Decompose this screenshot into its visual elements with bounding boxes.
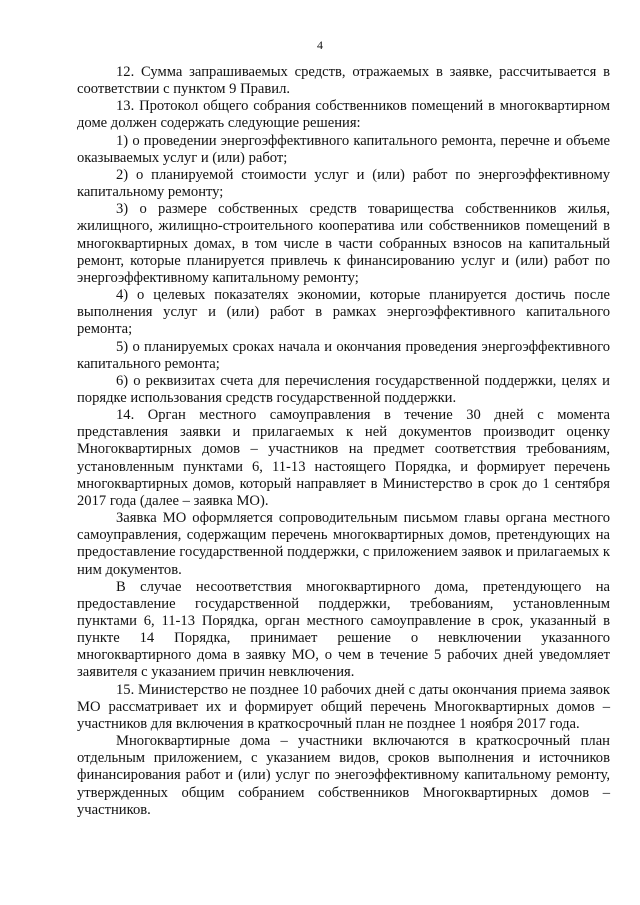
paragraph-14-nonconformity: В случае несоответствия многоквартирного дома, претендующего на предоставление государственной поддержки, требованиям, установленным пунктами 6, 11-13 Порядка, орган местного самоуправление в срок, указанный в пункте 14 Порядка, принимает решение о невключении указанного многоквартирного дома в заявку МО, о чем в течение 5 рабочих дней уведомляет заявителя с указанием причин невключения. bbox=[77, 578, 610, 681]
paragraph-13-item-2: 2) о планируемой стоимости услуг и (или) работ по энергоэффективному капитальному ремонту; bbox=[77, 166, 610, 201]
paragraph-13-item-6: 6) о реквизитах счета для перечисления государственной поддержки, целях и порядке использования средств государственной поддержки. bbox=[77, 372, 610, 406]
paragraph-13: 13. Протокол общего собрания собственников помещений в многоквартирном доме должен содержать следующие решения: bbox=[77, 98, 610, 132]
paragraph-12: 12. Сумма запрашиваемых средств, отражаемых в заявке, рассчитывается в соответствии с пунктом 9 Правил. bbox=[77, 64, 610, 98]
paragraph-13-item-4: 4) о целевых показателях экономии, которые планируется достичь после выполнения услуг и (или) работ в рамках энергоэффективного капитального ремонта; bbox=[77, 287, 610, 338]
paragraph-13-item-3: 3) о размере собственных средств товарищества собственников жилья, жилищного, жилищно-строительного кооператива или собственников помещений в многоквартирных домах, в том числе в части собранных взносов на капитальный ремонт, которые планируется привлечь к финансированию услуг и (или) работ по энергоэффективному капитальному ремонту; bbox=[77, 201, 610, 286]
paragraph-14: 14. Орган местного самоуправления в течение 30 дней с момента представления заявки и прилагаемых к ней документов производит оценку Многоквартирных домов – участников на предмет соответствия требованиям, установленным пунктами 6, 11-13 настоящего Порядка, и формирует перечень многоквартирных домов, который направляет в Министерство в срок до 1 сентября 2017 года (далее – заявка МО). bbox=[77, 407, 610, 509]
paragraph-15-participants: Многоквартирные дома – участники включаются в краткосрочный план отдельным приложением, с указанием видов, сроков выполнения и источников финансирования работ и (или) услуг по энегоэффективному капитальному ремонту, утвержденных общим собранием собственников Многоквартирных домов – участников. bbox=[77, 733, 610, 818]
document-body bbox=[77, 64, 610, 819]
paragraph-15: 15. Министерство не позднее 10 рабочих дней с даты окончания приема заявок МО рассматривает их и формирует общий перечень Многоквартирных домов – участников для включения в краткосрочный план не позднее 1 ноября 2017 года. bbox=[77, 681, 610, 732]
paragraph-13-item-1: 1) о проведении энергоэффективного капитального ремонта, перечне и объеме оказываемых услуг и (или) работ; bbox=[77, 132, 610, 166]
paragraph-13-item-5: 5) о планируемых сроках начала и окончания проведения энергоэффективного капитального ремонта; bbox=[77, 338, 610, 372]
paragraph-14-application: Заявка МО оформляется сопроводительным письмом главы органа местного самоуправления, содержащим перечень многоквартирных домов, претендующих на предоставление государственной поддержки, с приложением заявок и прилагаемых к ним документов. bbox=[77, 510, 610, 578]
page-number: 4 bbox=[317, 38, 323, 52]
